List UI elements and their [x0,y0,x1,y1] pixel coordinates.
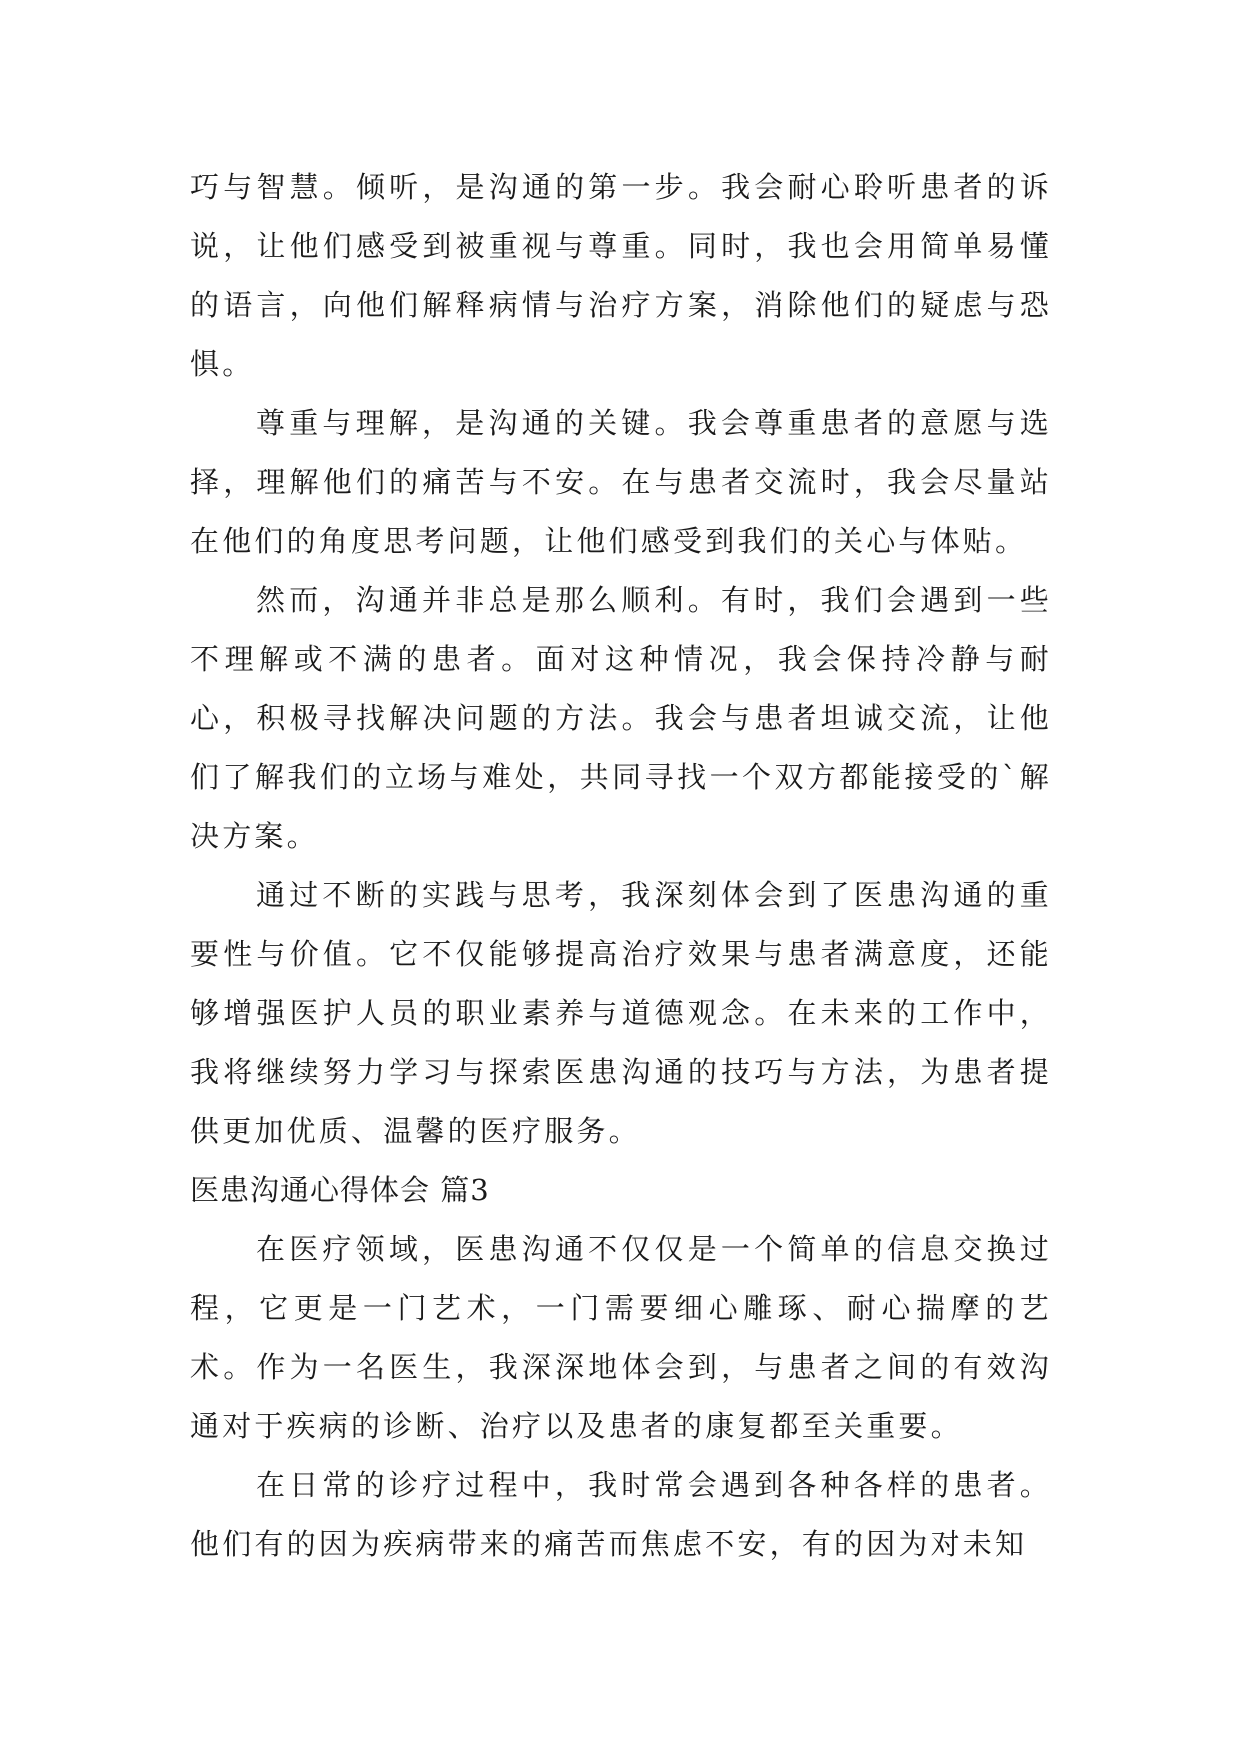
document-body [190,158,1052,1574]
paragraph-1: 巧与智慧。倾听，是沟通的第一步。我会耐心聆听患者的诉说，让他们感受到被重视与尊重。同时，我也会用简单易懂的语言，向他们解释病情与治疗方案，消除他们的疑虑与恐惧。 [190,170,1052,381]
paragraph-3: 然而，沟通并非总是那么顺利。有时，我们会遇到一些不理解或不满的患者。面对这种情况，我会保持冷静与耐心，积极寻找解决问题的方法。我会与患者坦诚交流，让他们了解我们的立场与难处，共同寻找一个双方都能接受的`解决方案。 [190,583,1052,853]
paragraph-2: 尊重与理解，是沟通的关键。我会尊重患者的意愿与选择，理解他们的痛苦与不安。在与患者交流时，我会尽量站在他们的角度思考问题，让他们感受到我们的关心与体贴。 [190,406,1052,558]
section-heading: 医患沟通心得体会 篇3 [190,1173,490,1207]
paragraph-6: 在日常的诊疗过程中，我时常会遇到各种各样的患者。他们有的因为疾病带来的痛苦而焦虑不安，有的因为对未知 [190,1468,1052,1561]
paragraph-4: 通过不断的实践与思考，我深刻体会到了医患沟通的重要性与价值。它不仅能够提高治疗效果与患者满意度，还能够增强医护人员的职业素养与道德观念。在未来的工作中，我将继续努力学习与探索医患沟通的技巧与方法，为患者提供更加优质、温馨的医疗服务。 [190,878,1052,1148]
paragraph-5: 在医疗领域，医患沟通不仅仅是一个简单的信息交换过程，它更是一门艺术，一门需要细心雕琢、耐心揣摩的艺术。作为一名医生，我深深地体会到，与患者之间的有效沟通对于疾病的诊断、治疗以及患者的康复都至关重要。 [190,1232,1052,1443]
